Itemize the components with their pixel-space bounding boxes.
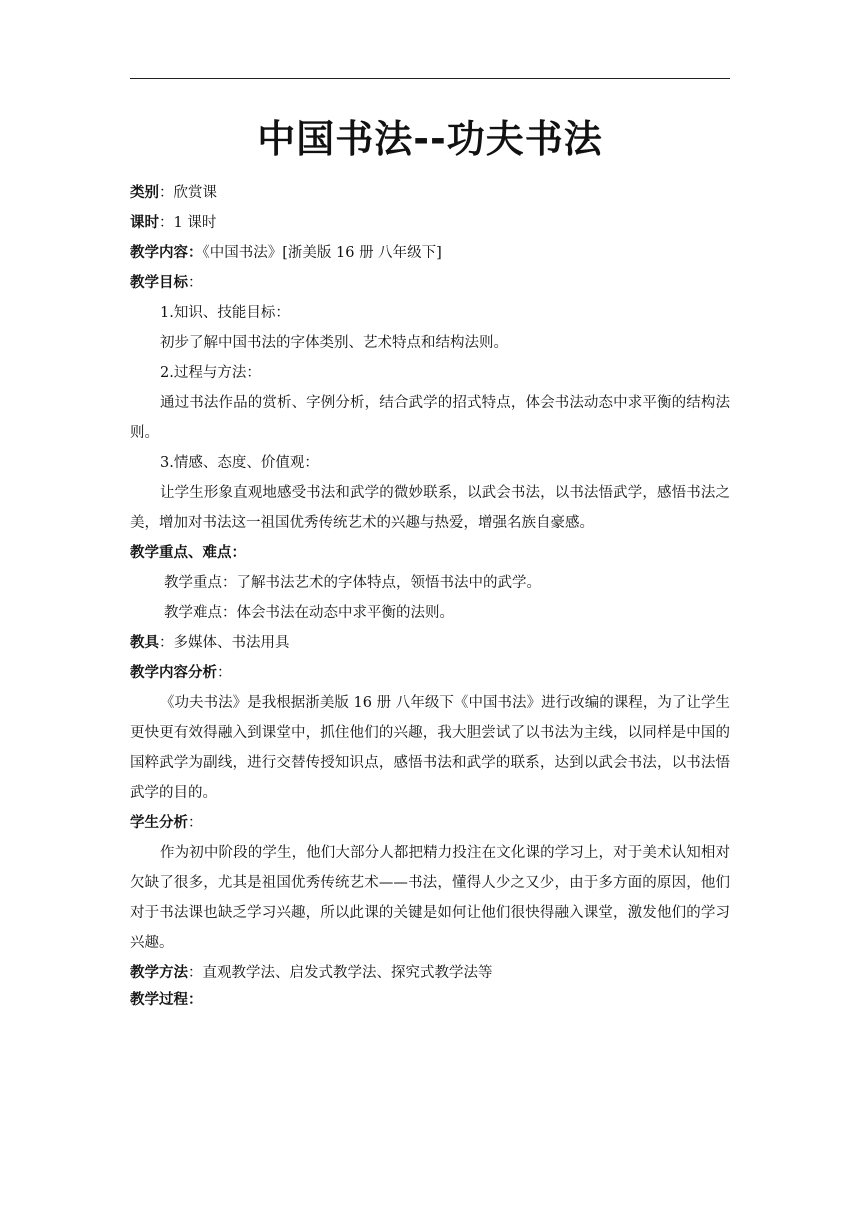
document-body [130, 178, 730, 1012]
keypoints-focus: 教学重点：了解书法艺术的字体特点，领悟书法中的武学。 [164, 575, 541, 591]
goals-colon: ： [188, 275, 203, 291]
process-colon: ： [188, 991, 203, 1008]
hours-value: ：1 课时 [159, 215, 217, 231]
category-label: 类别 [130, 184, 159, 201]
content-line [130, 238, 730, 268]
analysis-text: 《功夫书法》是我根据浙美版 16 册 八年级下《中国书法》进行改编的课程，为了让学生更快更有效得融入到课堂中，抓住他们的兴趣，我大胆尝试了以书法为主线，以同样是中国的国粹武学为副线，进行交替传授知识点，感悟书法和武学的联系，达到以武会书法，以书法悟武学的目的。 [130, 695, 730, 801]
goal-1-heading: 1.知识、技能目标： [160, 305, 290, 321]
goal-1-text: 初步了解中国书法的字体类别、艺术特点和结构法则。 [160, 335, 508, 351]
keypoints-colon: ： [231, 544, 246, 561]
content-value: 《中国书法》[浙美版 16 册 八年级下] [202, 245, 442, 261]
students-text: 作为初中阶段的学生，他们大部分人都把精力投注在文化课的学习上，对于美术认知相对欠缺了很多，尤其是祖国优秀传统艺术——书法，懂得人少之又少，由于多方面的原因，他们对于书法课也缺乏学习兴趣，所以此课的关键是如何让他们很快得融入课堂，激发他们的学习兴趣。 [130, 845, 730, 951]
content-label: 教学内容： [130, 244, 203, 261]
process-heading [130, 988, 730, 1012]
category-line [130, 178, 730, 208]
category-value: ：欣赏课 [159, 185, 217, 201]
students-heading [130, 808, 730, 838]
goal-2-text: 通过书法作品的赏析、字例分析，结合武学的招式特点，体会书法动态中求平衡的结构法则。 [130, 395, 730, 441]
keypoints-difficulty: 教学难点：体会书法在动态中求平衡的法则。 [164, 605, 454, 621]
goal-3-heading: 3.情感、态度、价值观： [160, 455, 319, 471]
analysis-heading [130, 658, 730, 688]
methods-value: ：直观教学法、启发式教学法、探究式教学法等 [188, 965, 493, 981]
hours-line [130, 208, 730, 238]
students-label: 学生分析 [130, 814, 188, 831]
hours-label: 课时 [130, 214, 159, 231]
analysis-colon: ： [217, 665, 232, 681]
methods-label: 教学方法 [130, 964, 188, 981]
keypoints-label: 教学重点、难点 [130, 544, 232, 561]
methods-line [130, 958, 730, 988]
analysis-label: 教学内容分析 [130, 664, 217, 681]
tools-value: ：多媒体、书法用具 [159, 635, 290, 651]
keypoints-heading [130, 538, 730, 568]
goal-2-heading: 2.过程与方法： [160, 365, 261, 381]
tools-line [130, 628, 730, 658]
students-colon: ： [188, 815, 203, 831]
header-rule [130, 78, 730, 79]
process-label: 教学过程 [130, 991, 188, 1008]
goal-3-text: 让学生形象直观地感受书法和武学的微妙联系，以武会书法，以书法悟武学，感悟书法之美，增加对书法这一祖国优秀传统艺术的兴趣与热爱，增强名族自豪感。 [130, 485, 730, 531]
tools-label: 教具 [130, 634, 159, 651]
goals-heading [130, 268, 730, 298]
goals-label: 教学目标 [130, 274, 188, 291]
document-title: 中国书法--功夫书法 [257, 117, 603, 161]
